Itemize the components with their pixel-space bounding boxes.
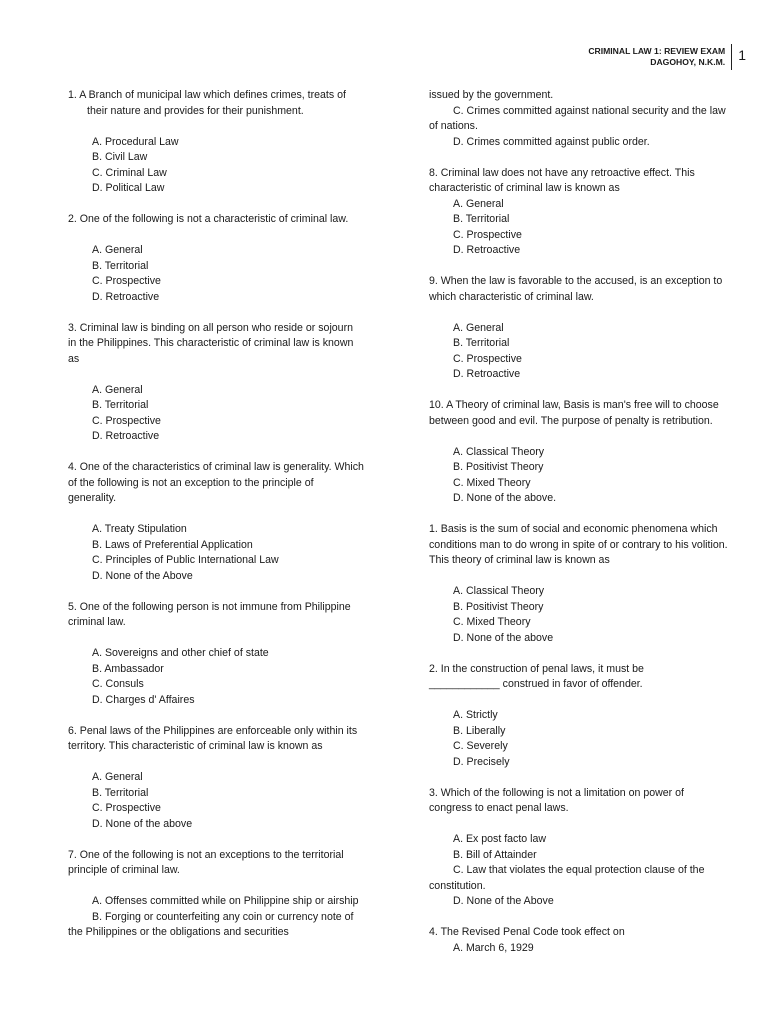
question-1-options: [68, 135, 364, 197]
option-a: A. General: [92, 244, 143, 256]
question-8-options: [429, 197, 729, 259]
option-d: D. Retroactive: [453, 368, 521, 380]
option-c: C. Mixed Theory: [453, 616, 531, 628]
option-d: D. Charges d' Affaires: [92, 693, 195, 706]
option-d: D. None of the above: [92, 817, 193, 830]
option-c: C. Prospective: [92, 802, 161, 814]
option-a: A. General: [453, 321, 504, 334]
answer-blank: ____________: [429, 678, 500, 690]
option-d: D. None of the Above: [92, 569, 193, 582]
option-a: A. March 6, 1929: [453, 941, 534, 954]
page-number: 1: [738, 47, 746, 63]
option-d: D. Retroactive: [92, 430, 160, 442]
option-d: D. Political Law: [92, 182, 165, 194]
option-a: A. General: [453, 197, 504, 210]
option-a: A. Sovereigns and other chief of state: [92, 647, 269, 659]
option-a: A. Classical Theory: [453, 585, 545, 597]
option-b: B. Ambassador: [92, 662, 164, 675]
question-2-options: [68, 243, 364, 305]
question-4: 4. One of the characteristics of criminal law is generality. Which of the following is not an exception to the principle of generality.: [68, 461, 364, 504]
question-6: 6. Penal laws of the Philippines are enforceable only within its territory. This characteristic of criminal law is known as: [68, 724, 358, 752]
option-a: A. Classical Theory: [453, 445, 545, 458]
option-c: C. Principles of Public International Law: [92, 554, 279, 566]
option-a: A. Treaty Stipulation: [92, 523, 187, 535]
question-7: 7. One of the following is not an exceptions to the territorial principle of criminal law.: [68, 848, 344, 876]
question-11: 1. Basis is the sum of social and economic phenomena which conditions man to do wrong in spite of or contrary to his volition. This theory of criminal law is known as: [429, 523, 728, 566]
option-b: B. Civil Law: [92, 151, 148, 163]
question-9-options: [429, 321, 729, 383]
option-d: D. Retroactive: [453, 244, 521, 256]
option-d: D. None of the above.: [453, 492, 557, 504]
option-a: A. Offenses committed while on Philippine ship or airship: [92, 895, 359, 907]
question-12: [429, 662, 729, 693]
option-d: D. None of the above: [453, 631, 554, 644]
question-2: 2. One of the following is not a characteristic of criminal law.: [68, 213, 349, 225]
option-c: C. Prospective: [453, 352, 522, 365]
option-a: A. General: [92, 383, 143, 396]
option-c: C. Criminal Law: [92, 166, 167, 179]
option-b: B. Territorial: [92, 259, 149, 272]
question-3: 3. Criminal law is binding on all person who reside or sojourn in the Philippines. This characteristic of criminal law is known as: [68, 321, 354, 365]
exam-title: CRIMINAL LAW 1: REVIEW EXAM: [588, 46, 726, 56]
question-5-options: [68, 646, 364, 708]
option-c: C. Prospective: [92, 275, 161, 287]
question-8: 8. Criminal law does not have any retroactive effect. This characteristic of criminal law is known as: [429, 166, 695, 194]
question-6-options: [68, 770, 364, 832]
option-a: A. Strictly: [453, 709, 498, 721]
page-header: [588, 46, 746, 70]
question-12-text: 2. In the construction of penal laws, it must be: [429, 662, 644, 675]
option-b: B. Liberally: [453, 724, 506, 737]
question-9: 9. When the law is favorable to the accused, is an exception to which characteristic of criminal law.: [429, 275, 723, 303]
question-1: 1. A Branch of municipal law which defines crimes, treats of their nature and provides for their punishment.: [68, 89, 346, 117]
question-14: 4. The Revised Penal Code took effect on: [429, 926, 625, 938]
option-b: B. Positivist Theory: [453, 600, 544, 613]
option-b: B. Positivist Theory: [453, 461, 544, 473]
option-c: C. Crimes committed against national security and the law of nations.: [429, 104, 726, 132]
option-b: B. Territorial: [453, 213, 510, 225]
question-4-options: [68, 522, 364, 584]
option-d: D. Crimes committed against public order.: [453, 135, 650, 148]
option-b-continued: issued by the government.: [429, 89, 554, 101]
question-13: 3. Which of the following is not a limitation on power of congress to enact penal laws.: [429, 786, 684, 814]
option-c: C. Prospective: [92, 414, 161, 427]
option-c: C. Mixed Theory: [453, 476, 531, 489]
question-10-options: [429, 445, 729, 507]
option-a: A. Procedural Law: [92, 135, 179, 148]
question-12-text-end: construed in favor of offender.: [499, 678, 643, 690]
option-c: C. Law that violates the equal protection clause of the constitution.: [429, 864, 705, 892]
option-b: B. Territorial: [453, 337, 510, 349]
option-c: C. Severely: [453, 740, 508, 752]
question-11-options: [429, 584, 729, 646]
option-b: B. Bill of Attainder: [453, 848, 537, 861]
right-column: [429, 88, 729, 956]
option-b: B. Laws of Preferential Application: [92, 538, 253, 551]
option-d: D. None of the Above: [453, 895, 554, 907]
option-a: A. General: [92, 771, 143, 783]
left-column: [68, 88, 364, 941]
question-5: 5. One of the following person is not immune from Philippine criminal law.: [68, 600, 351, 628]
question-10: 10. A Theory of criminal law, Basis is man's free will to choose between good and evil. The purpose of penalty is retribution.: [429, 399, 719, 427]
option-c: C. Consuls: [92, 678, 144, 690]
header-text: [588, 46, 731, 68]
option-b: B. Territorial: [92, 786, 149, 799]
author-name: DAGOHOY, N.K.M.: [650, 57, 726, 67]
option-b: B. Forging or counterfeiting any coin or currency note of the Philippines or the obligations and securities: [68, 910, 354, 938]
question-3-options: [68, 383, 364, 445]
option-a: A. Ex post facto law: [453, 833, 547, 845]
option-d: D. Retroactive: [92, 290, 160, 303]
option-d: D. Precisely: [453, 755, 510, 768]
option-b: B. Territorial: [92, 399, 149, 411]
option-c: C. Prospective: [453, 228, 522, 241]
question-12-options: [429, 708, 729, 770]
